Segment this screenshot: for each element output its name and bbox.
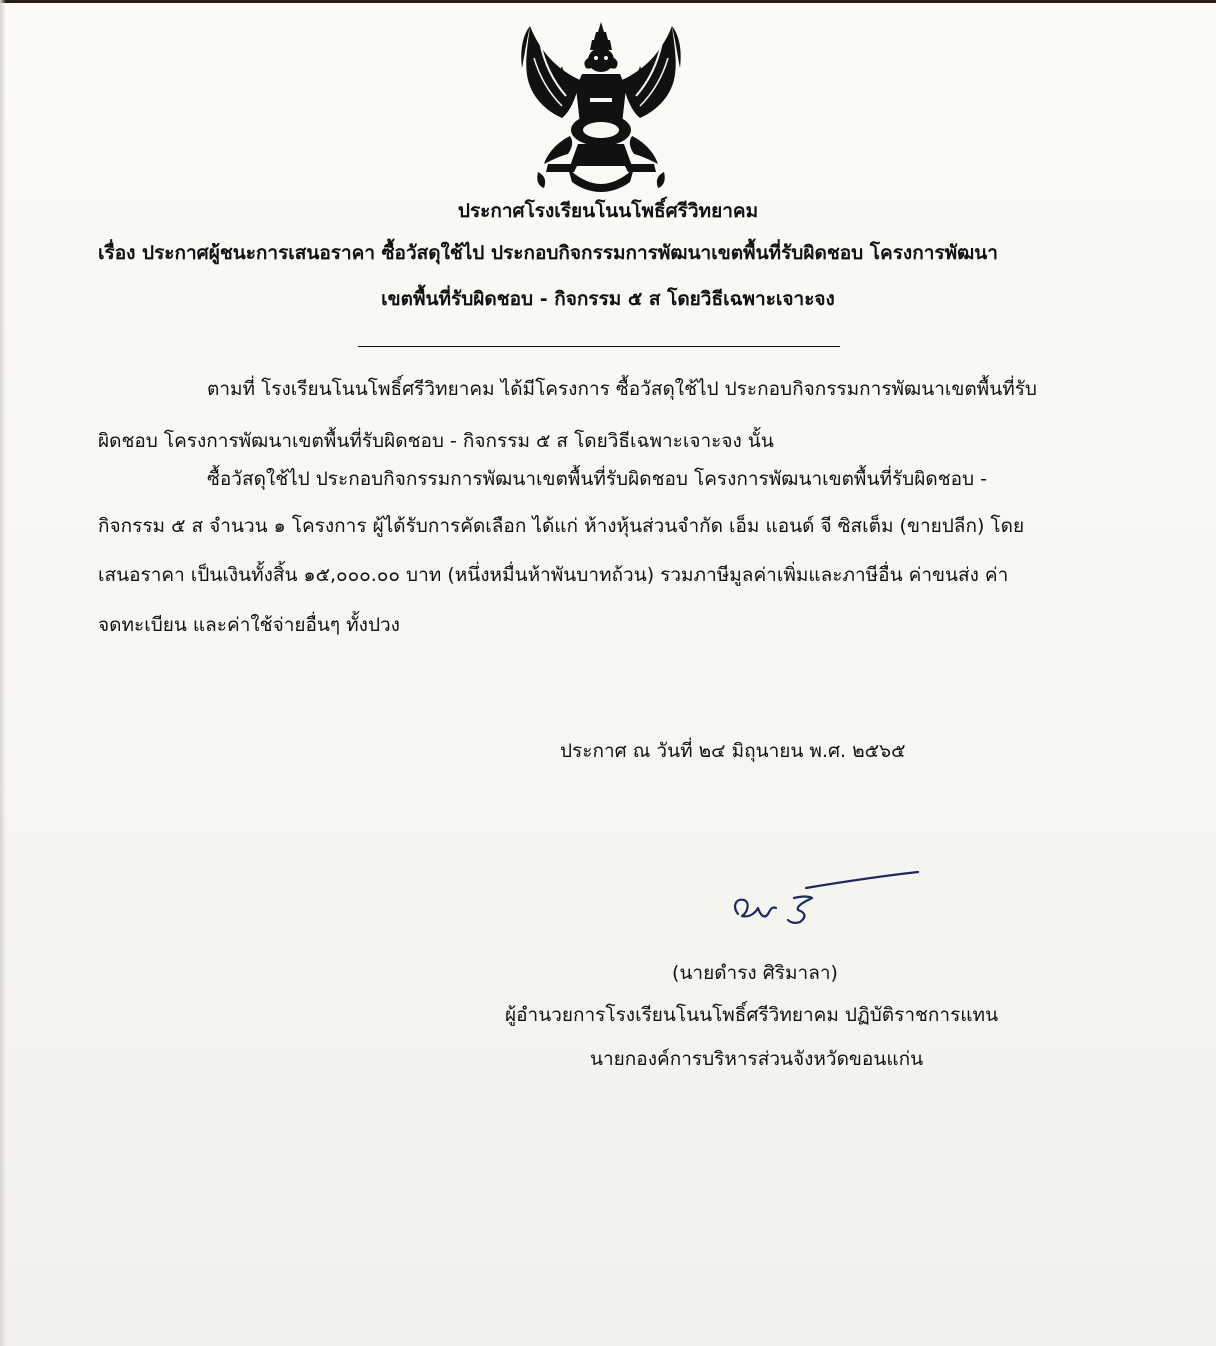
paragraph-2-line-1: ซื้อวัสดุใช้ไป ประกอบกิจกรรมการพัฒนาเขตพื้นที่รับผิดชอบ โครงการพัฒนาเขตพื้นที่รับผิดชอบ -	[207, 468, 987, 490]
signatory-name: (นายดำรง ศิริมาลา)	[672, 962, 838, 984]
paragraph-2-line-2: กิจกรรม ๕ ส จำนวน ๑ โครงการ ผู้ได้รับการคัดเลือก ได้แก่ ห้างหุ้นส่วนจำกัด เอ็ม แอนด์ จี ซิสเต็ม (ขายปลีก) โดย	[98, 515, 1025, 537]
announcement-date: ประกาศ ณ วันที่ ๒๔ มิถุนายน พ.ศ. ๒๕๖๕	[560, 740, 906, 762]
announcement-subject-line-1: เรื่อง ประกาศผู้ชนะการเสนอราคา ซื้อวัสดุใช้ไป ประกอบกิจกรรมการพัฒนาเขตพื้นที่รับผิดชอบ โครงการพัฒนา	[98, 242, 998, 264]
announcement-org-line: ประกาศโรงเรียนโนนโพธิ์ศรีวิทยาคม	[457, 200, 759, 222]
announcement-subject-line-2: เขตพื้นที่รับผิดชอบ - กิจกรรม ๕ ส โดยวิธีเฉพาะเจาะจง	[381, 288, 835, 310]
signatory-title-line-1: ผู้อำนวยการโรงเรียนโนนโพธิ์ศรีวิทยาคม ปฏิบัติราชการแทน	[505, 1004, 999, 1026]
signatory-title-line-2: นายกองค์การบริหารส่วนจังหวัดขอนแก่น	[590, 1048, 924, 1070]
paragraph-2-line-3: เสนอราคา เป็นเงินทั้งสิ้น ๑๕,๐๐๐.๐๐ บาท (หนึ่งหมื่นห้าพันบาทถ้วน) รวมภาษีมูลค่าเพิ่มและภาษีอื่น ค่าขนส่ง ค่า	[98, 564, 1009, 586]
header-divider	[358, 346, 840, 347]
page-top-edge	[0, 0, 1216, 3]
handwritten-signature	[722, 862, 932, 934]
paragraph-1-line-2: ผิดชอบ โครงการพัฒนาเขตพื้นที่รับผิดชอบ - กิจกรรม ๕ ส โดยวิธีเฉพาะเจาะจง นั้น	[98, 430, 774, 452]
garuda-emblem-icon	[518, 18, 684, 194]
paragraph-2-line-4: จดทะเบียน และค่าใช้จ่ายอื่นๆ ทั้งปวง	[98, 614, 400, 636]
paragraph-1-line-1: ตามที่ โรงเรียนโนนโพธิ์ศรีวิทยาคม ได้มีโครงการ ซื้อวัสดุใช้ไป ประกอบกิจกรรมการพัฒนาเขตพื้นที่รับ	[207, 378, 1037, 400]
